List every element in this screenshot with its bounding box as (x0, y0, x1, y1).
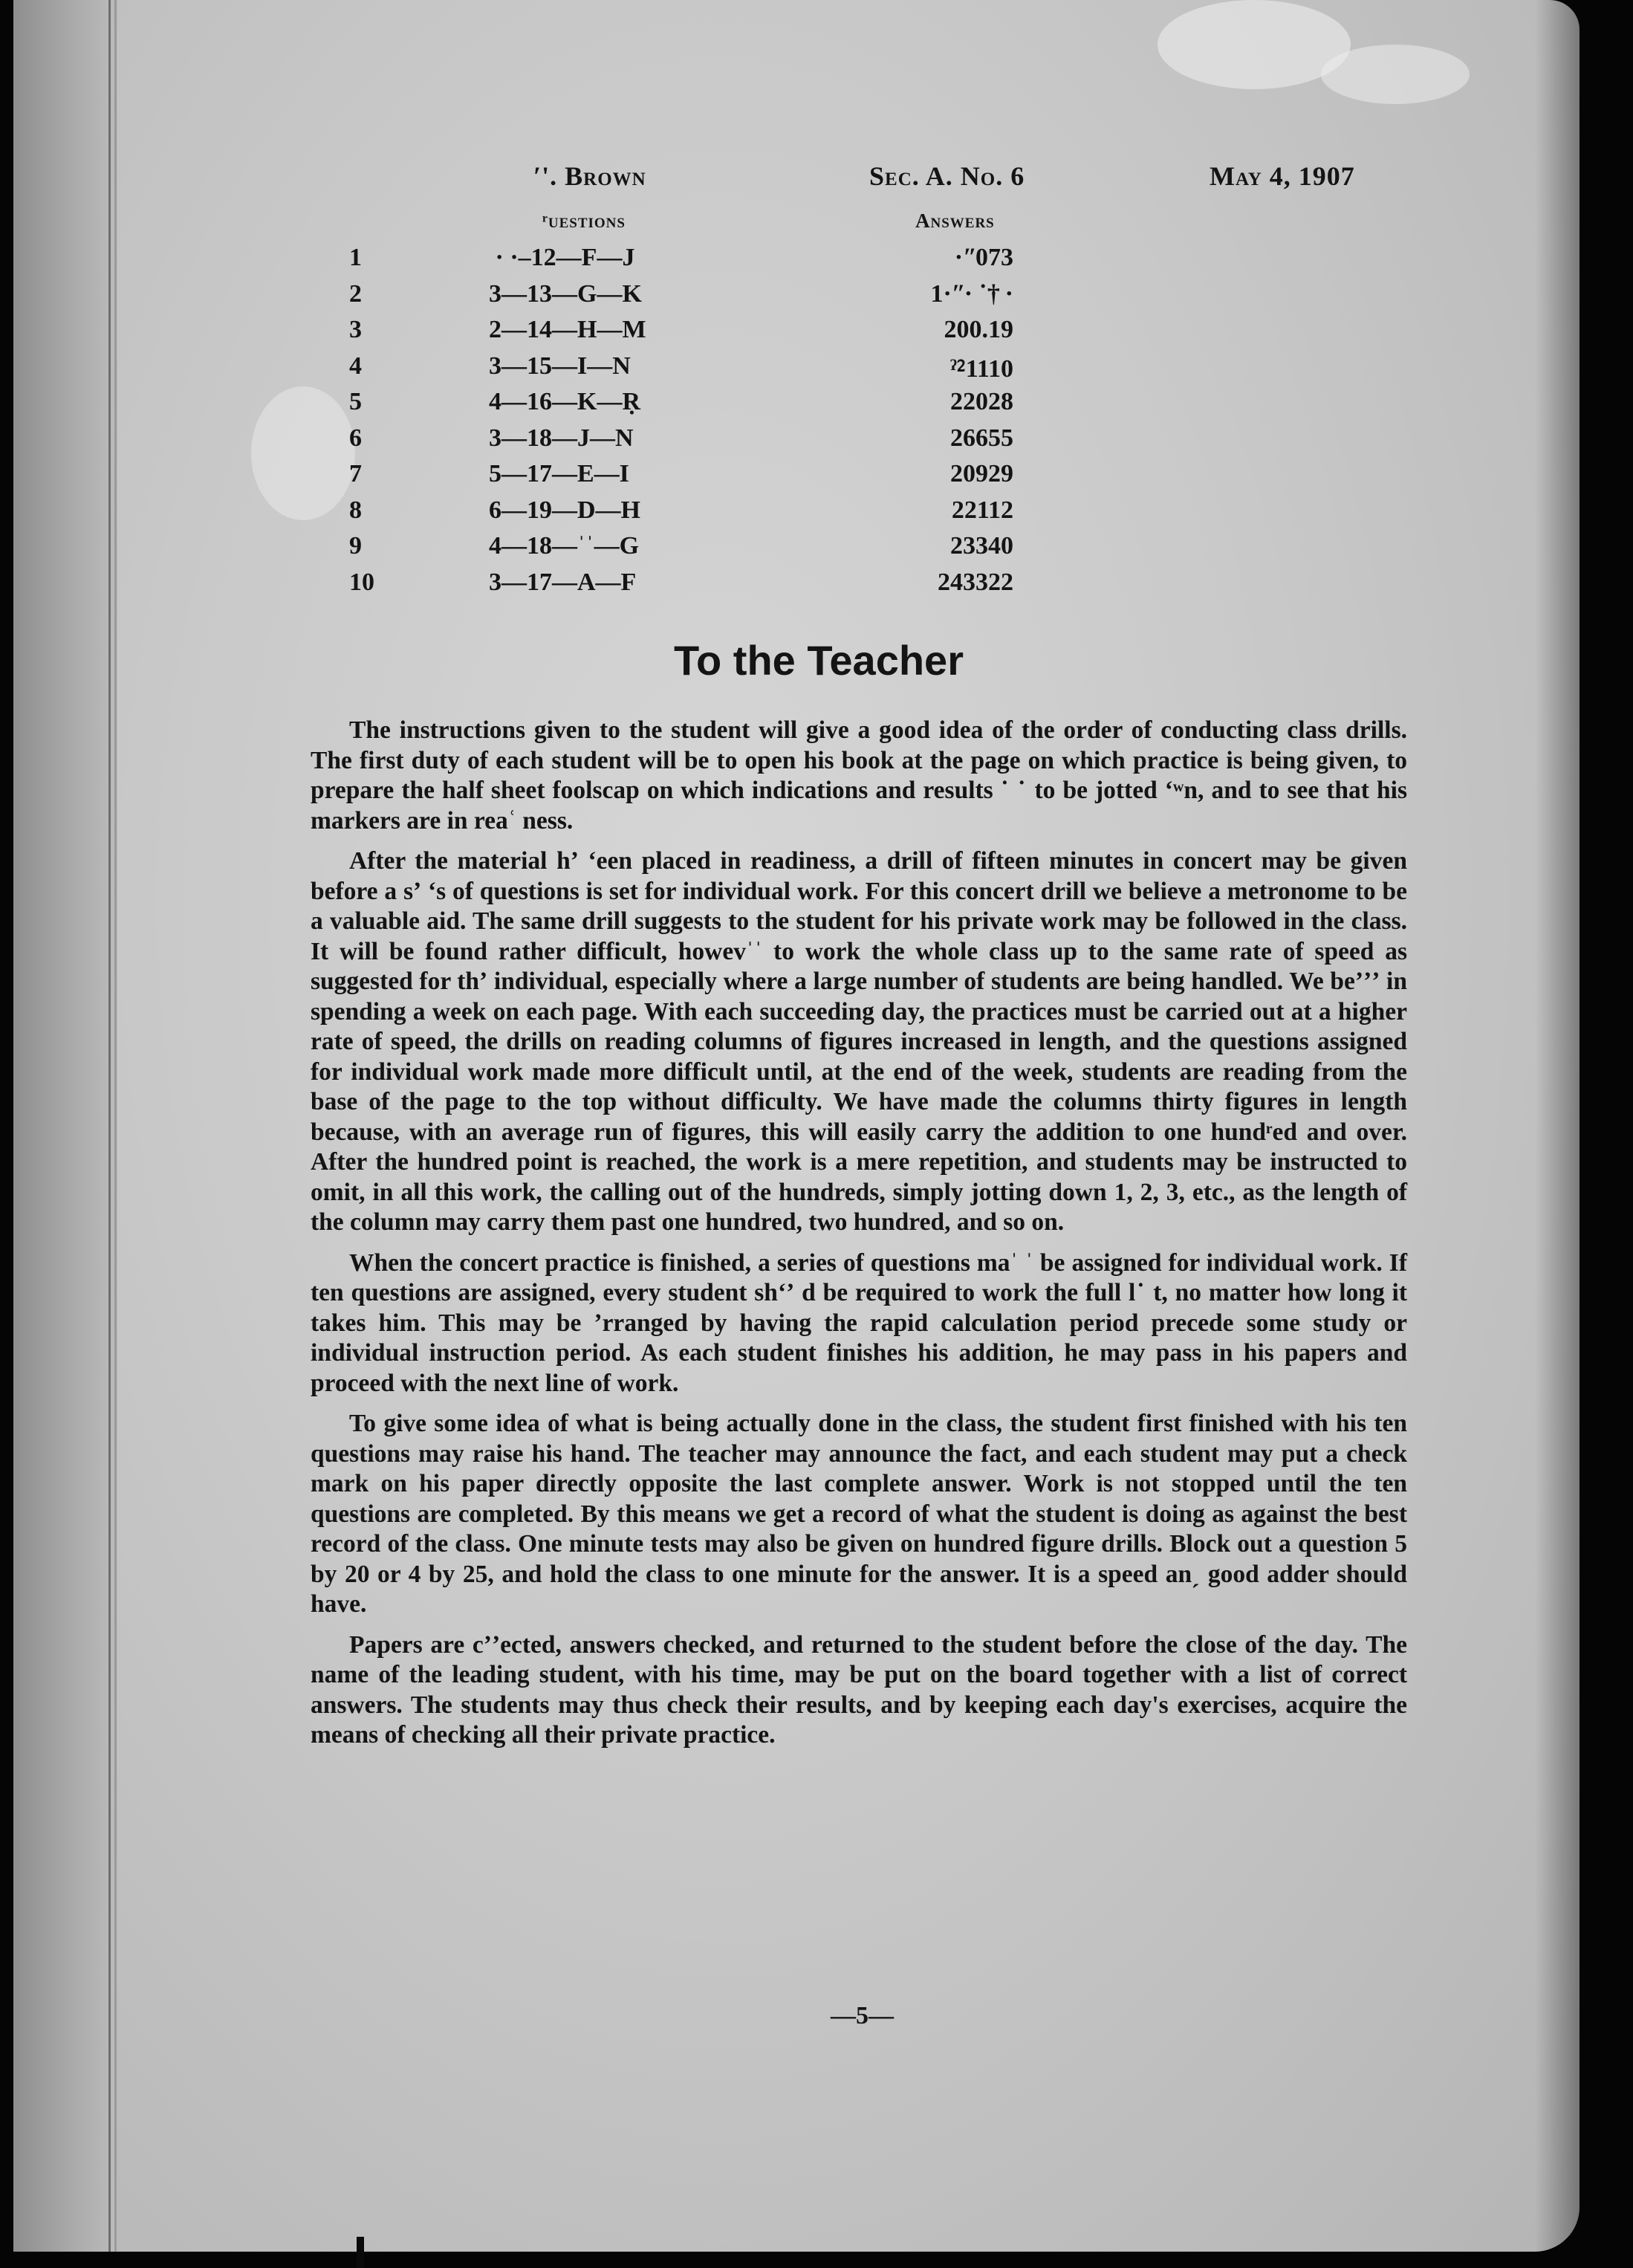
question-answer: ·ʺ073 (954, 244, 1013, 271)
body-paragraph: To give some idea of what is being actually done in the class, the student first finished with his ten questions may raise his hand. The teacher may announce the fact, and each student may put a check mark on his paper directly opposite the last complete answer. Work is not stopped until the ten questions are completed. By this means we get a record of what the student is doing as against the best record of the class. One minute tests may also be given on hundred figure drills. Block out a question 5 by 20 or 4 by 25, and hold the class to one minute for the answer. It is a speed anˏ good adder should have. (311, 1410, 1407, 1618)
answers-column-header: Answers (915, 210, 995, 232)
questions-column-header: ʳuestions (542, 210, 626, 232)
question-code: 3—17—A—F (489, 568, 637, 596)
question-row (13, 568, 1580, 604)
question-code: 3—15—I—N (489, 351, 631, 380)
student-name: ʹ'. Brown (533, 161, 646, 191)
question-answer: 20929 (950, 460, 1013, 487)
body-text (311, 716, 1407, 1761)
question-row (13, 532, 1580, 568)
question-code: 6—19—D—H (489, 496, 640, 524)
question-row (13, 352, 1580, 388)
question-code: 2—14—H—M (489, 316, 646, 343)
question-answer: 243322 (938, 568, 1013, 596)
page-sheet (13, 0, 1580, 2252)
question-code: · ·​–12—F—J (489, 244, 635, 271)
film-speck (357, 2237, 364, 2268)
question-code: 5—17—E—I (489, 460, 629, 487)
question-number: 1 (349, 244, 362, 271)
paper-stain (1321, 45, 1470, 104)
page-number: —5— (831, 2002, 894, 2029)
question-code: 3—13—G—K (489, 279, 642, 308)
question-number: 6 (349, 424, 362, 452)
question-row (13, 280, 1580, 316)
question-row (13, 244, 1580, 279)
question-answer: 200.19 (944, 316, 1013, 343)
body-paragraph: When the concert practice is finished, a series of questions maˈ ˈ be assigned for individual work. If ten questions are assigned, every student shʻʼ d be required to work the full l˙ t, no matter how long it takes him. This may be ʼrranged by having the rapid calculation period precede some study or individual instruction period. As each student finishes his addition, he may pass in his papers and proceed with the next line of work. (311, 1248, 1407, 1397)
body-paragraph: Papers are cʼʼected, answers checked, and returned to the student before the close of the day. The name of the leading student, with his time, may be put on the board together with a list of correct answers. The students may thus check their results, and by keeping each day's exercises, acquire the means of checking all their private practice. (311, 1630, 1407, 1749)
question-number: 5 (349, 388, 362, 415)
section-title: To the Teacher (673, 637, 964, 684)
question-answer: 23340 (950, 532, 1013, 560)
question-code: 4—18—ˈˈ—G (489, 532, 640, 560)
question-number: 7 (349, 460, 362, 487)
question-answer: 1·ʺ· ˙† · (930, 279, 1013, 308)
question-row (13, 316, 1580, 351)
question-number: 3 (349, 316, 362, 343)
question-number: 10 (349, 568, 374, 596)
body-paragraph: After the material hʼ ʻeen placed in readiness, a drill of fifteen minutes in concert may be given before a sʼ ʻs of questions is set for individual work. For this concert drill we believe a metronome to be a valuable aid. The same drill suggests to the student for his private work may be followed in the class. It will be found rather difficult, howevˈˈ to work the whole class up to the same rate of speed as suggested for thʼ individual, especially where a large number of students are being handled. We beʼʼʼ in spending a week on each page. With each succeeding day, the practices must be carried out at a higher rate of speed, the drills on reading columns of figures increased in length, and the questions assigned for individual work made more difficult until, at the end of the week, students are reading from the base of the page to the top without difficulty. We have made the columns thirty figures in length because, with an average run of figures, this will easily carry the addition to one hundʳed and over. After the hundred point is reached, the work is a mere repetition, and students may be instructed to omit, in all this work, the calling out of the hundreds, simply jotting down 1, 2, 3, etc., as the length of the column may carry them past one hundred, two hundred, and so on. (311, 847, 1407, 1236)
header-date: May 4, 1907 (1210, 161, 1355, 191)
question-number: 9 (349, 532, 362, 560)
question-code: 4—16—K—Ṛ (489, 388, 640, 415)
question-number: 8 (349, 496, 362, 524)
question-row (13, 424, 1580, 460)
section-number: Sec. A. No. 6 (869, 161, 1025, 191)
question-row (13, 460, 1580, 496)
question-answer: ˀ⁲1110 (950, 354, 1013, 383)
question-row (13, 496, 1580, 532)
body-paragraph: The instructions given to the student will give a good idea of the order of conducting class drills. The first duty of each student will be to open his book at the page on which practice is being given, to prepare the half sheet foolscap on which indications and results ˙ ˙ to be jotted ʻʷn, and to see that his markers are in reaʿ ness. (311, 716, 1407, 835)
question-row (13, 388, 1580, 424)
question-answer: 22028 (950, 388, 1013, 415)
question-number: 2 (349, 279, 362, 308)
question-code: 3—18—J—N (489, 424, 634, 452)
question-answer: 26655 (950, 424, 1013, 452)
question-number: 4 (349, 351, 362, 380)
question-answer: 22112 (951, 496, 1013, 524)
